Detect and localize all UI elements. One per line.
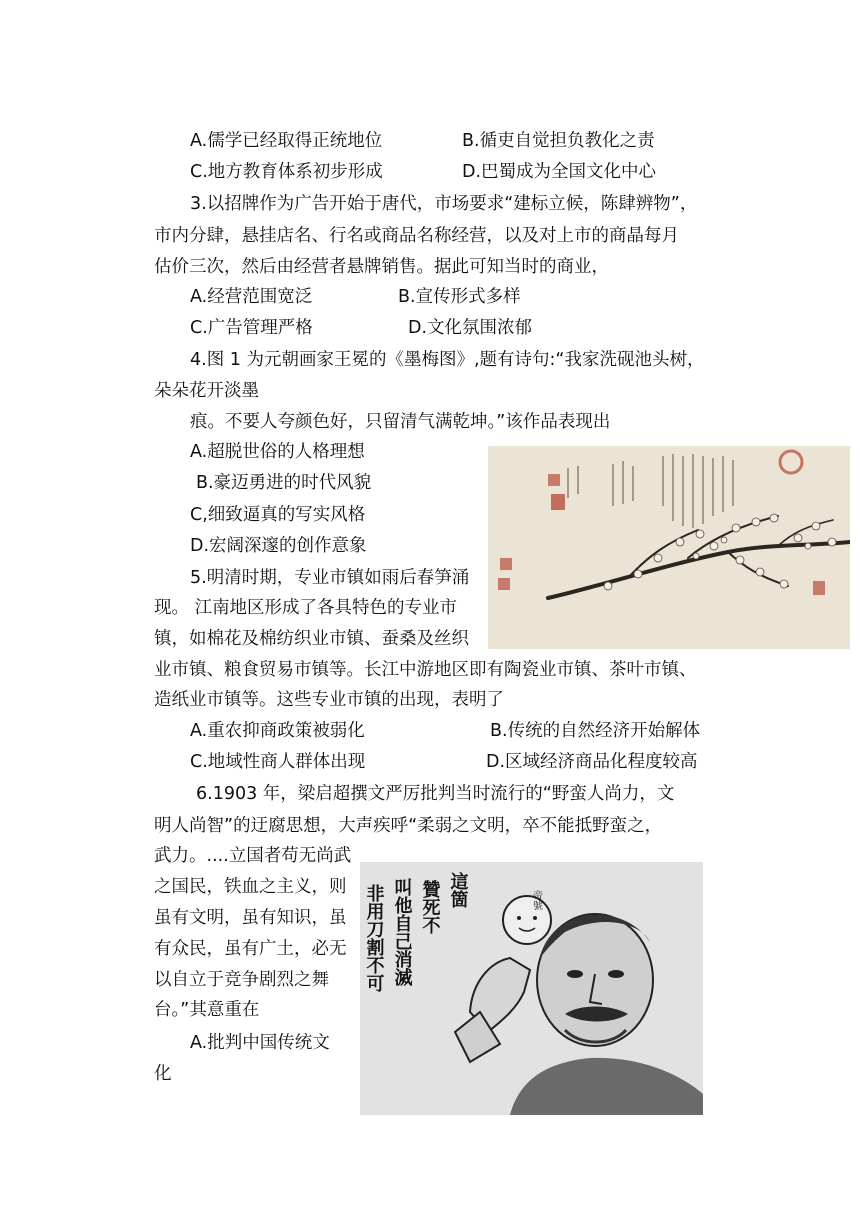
q6-stem-line: 之国民，铁血之主义，则 [154, 877, 347, 897]
q4-option-c: C,细致逼真的写实风格 [190, 505, 366, 525]
q6-stem-line: 6.1903 年，梁启超撰文严厉批判当时流行的“野蛮人尚力，文 [196, 784, 675, 804]
q4-stem-line: 痕。不要人夸颜色好，只留清气满乾坤。”该作品表现出 [190, 412, 611, 432]
q5-stem-line: 业市镇、粮食贸易市镇等。长江中游地区即有陶瓷业市镇、茶叶市镇、 [154, 660, 697, 680]
cartoon-inscription-column: 非用刀割不可 [363, 884, 385, 992]
q6-stem-line: 武力。....立国者苟无尚武 [154, 846, 352, 866]
q2-option-b: B.循吏自觉担负教化之责 [462, 131, 655, 151]
q2-option-d: D.巴蜀成为全国文化中心 [462, 162, 657, 182]
q2-option-c: C.地方教育体系初步形成 [190, 162, 383, 182]
q4-stem-line: 朵朵花开淡墨 [154, 381, 259, 401]
q3-option-d: D.文化氛围浓郁 [408, 318, 533, 338]
q5-stem-line: 造纸业市镇等。这些专业市镇的出现，表明了 [154, 690, 504, 710]
q6-stem-line: 以自立于竞争剧烈之舞 [154, 970, 329, 990]
q4-option-d: D.宏阔深邃的创作意象 [190, 536, 367, 556]
political-cartoon [360, 862, 703, 1115]
q3-stem-line: 3.以招牌作为广告开始于唐代，市场要求“建标立候，陈肆辨物”， [190, 194, 698, 214]
q5-option-d: D.区域经济商品化程度较高 [486, 752, 698, 772]
q4-option-a: A.超脱世俗的人格理想 [190, 442, 365, 462]
q5-stem-line: 现。 江南地区形成了各具特色的专业市 [154, 598, 458, 618]
q5-option-a: A.重农抑商政策被弱化 [190, 721, 365, 741]
q6-option-a: A.批判中国传统文 [190, 1033, 330, 1053]
q6-stem-line: 台。”其意重在 [154, 1000, 260, 1020]
q3-option-b: B.宣传形式多样 [398, 287, 521, 307]
q3-option-a: A.经营范围宽泛 [190, 287, 313, 307]
q3-stem-line: 估价三次，然后由经营者悬牌销售。据此可知当时的商业， [154, 257, 609, 277]
q5-option-c: C.地域性商人群体出现 [190, 752, 366, 772]
cartoon-inscription-column: 贊死不 [419, 880, 441, 934]
cartoon-ball-label: 帝號 [530, 890, 542, 910]
q4-option-b: B.豪迈勇进的时代风貌 [196, 473, 372, 493]
q6-option-a-continued: 化 [154, 1064, 172, 1084]
plum-blossom-painting [488, 446, 850, 649]
cartoon-inscription-column: 這箇 [447, 872, 469, 908]
q5-option-b: B.传统的自然经济开始解体 [490, 721, 701, 741]
q6-stem-line: 明人尚智”的迂腐思想，大声疾呼“柔弱之文明，卒不能抵野蛮之， [154, 816, 663, 836]
q5-stem-line: 5.明清时期，专业市镇如雨后春笋涌 [190, 568, 470, 588]
cartoon-inscription-column: 叫他自己消滅 [391, 878, 413, 986]
q6-stem-line: 有众民，虽有广土，必无 [154, 939, 347, 959]
q3-option-c: C.广告管理严格 [190, 318, 313, 338]
q3-stem-line: 市内分肆，悬挂店名、行名或商品名称经营，以及对上市的商晶每月 [154, 226, 679, 246]
q2-option-a: A.儒学已经取得正统地位 [190, 131, 383, 151]
q4-stem-line: 4.图 1 为元朝画家王冕的《墨梅图》,题有诗句:“我家洗砚池头树， [190, 350, 705, 370]
q5-stem-line: 镇，如棉花及棉纺织业市镇、蚕桑及丝织 [154, 629, 469, 649]
q6-stem-line: 虽有文明，虽有知识，虽 [154, 908, 347, 928]
